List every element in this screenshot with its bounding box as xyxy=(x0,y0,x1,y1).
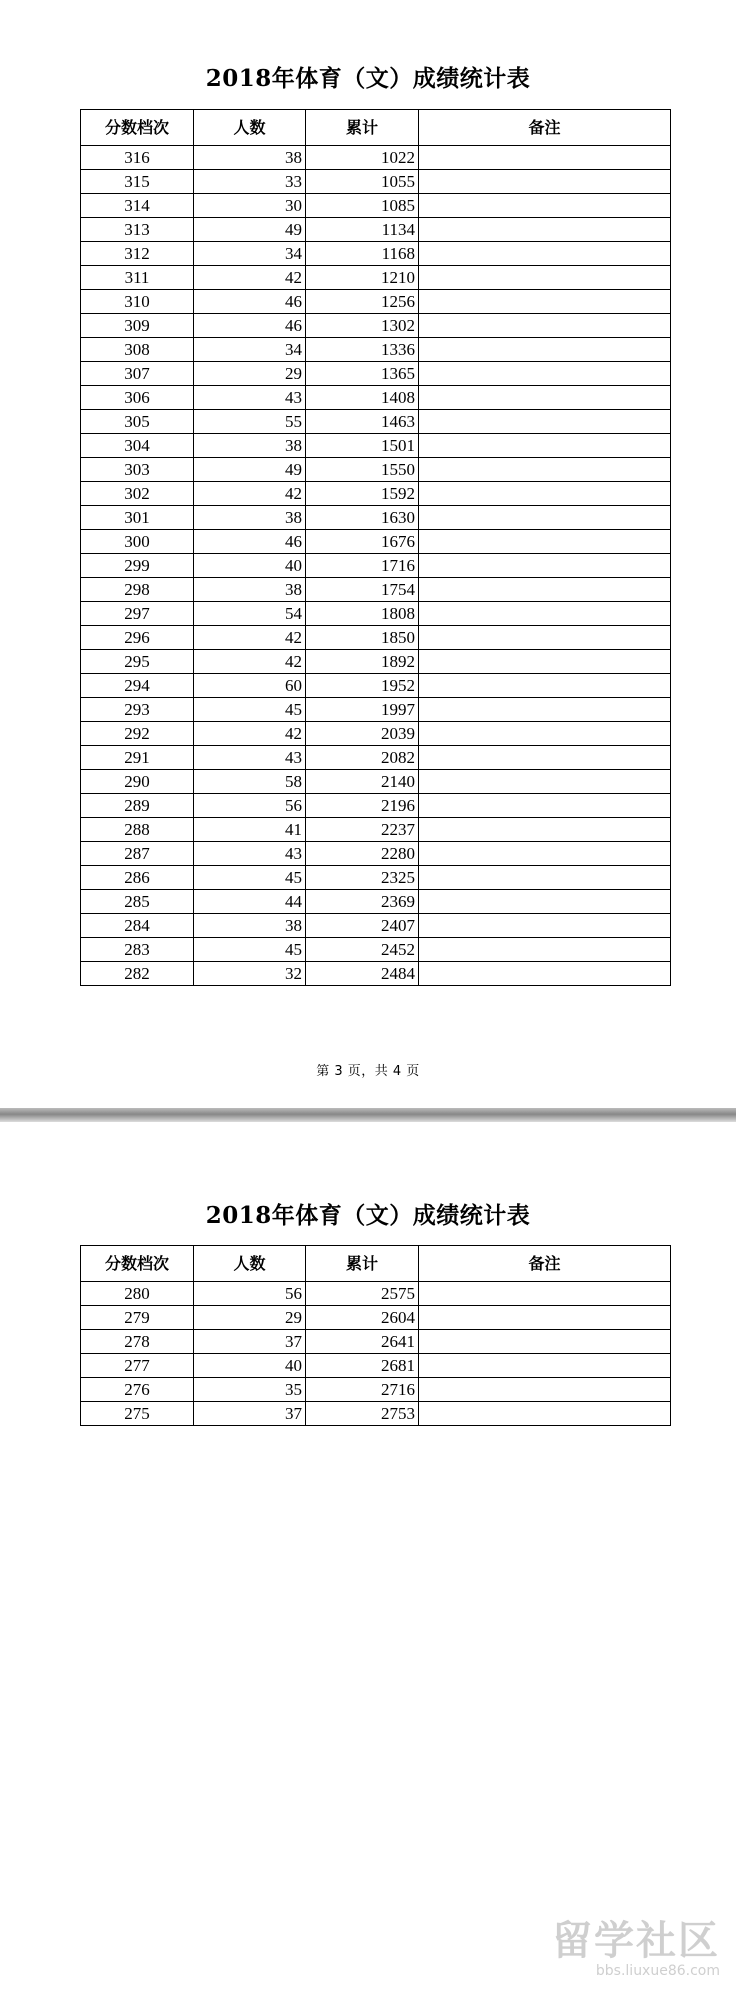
cumulative-cell: 1630 xyxy=(306,506,419,530)
count-cell: 43 xyxy=(194,746,306,770)
cumulative-cell: 2280 xyxy=(306,842,419,866)
remarks-cell xyxy=(419,746,671,770)
count-cell: 49 xyxy=(194,458,306,482)
remarks-cell xyxy=(419,842,671,866)
table-row xyxy=(81,146,671,170)
score-cell: 305 xyxy=(81,410,194,434)
score-cell: 286 xyxy=(81,866,194,890)
score-cell: 275 xyxy=(81,1402,194,1426)
remarks-cell xyxy=(419,410,671,434)
remarks-cell xyxy=(419,1306,671,1330)
cumulative-cell: 1952 xyxy=(306,674,419,698)
count-cell: 35 xyxy=(194,1378,306,1402)
watermark-text: 留学社区 xyxy=(552,1918,720,1964)
count-cell: 42 xyxy=(194,266,306,290)
watermark-logo xyxy=(552,1919,720,1979)
count-cell: 42 xyxy=(194,722,306,746)
cumulative-cell: 2575 xyxy=(306,1282,419,1306)
score-cell: 280 xyxy=(81,1282,194,1306)
remarks-cell xyxy=(419,794,671,818)
table-row xyxy=(81,1282,671,1306)
score-cell: 299 xyxy=(81,554,194,578)
score-cell: 316 xyxy=(81,146,194,170)
score-cell: 291 xyxy=(81,746,194,770)
remarks-cell xyxy=(419,290,671,314)
score-table xyxy=(80,109,671,986)
cumulative-cell: 2407 xyxy=(306,914,419,938)
remarks-cell xyxy=(419,770,671,794)
remarks-cell xyxy=(419,1282,671,1306)
remarks-cell xyxy=(419,458,671,482)
count-cell: 29 xyxy=(194,362,306,386)
score-cell: 297 xyxy=(81,602,194,626)
remarks-cell xyxy=(419,962,671,986)
table-row xyxy=(81,818,671,842)
score-cell: 306 xyxy=(81,386,194,410)
table-row xyxy=(81,578,671,602)
remarks-cell xyxy=(419,1378,671,1402)
score-cell: 284 xyxy=(81,914,194,938)
score-cell: 315 xyxy=(81,170,194,194)
count-cell: 46 xyxy=(194,290,306,314)
cumulative-cell: 2641 xyxy=(306,1330,419,1354)
table-row xyxy=(81,314,671,338)
header-remarks: 备注 xyxy=(419,110,671,146)
cumulative-cell: 1408 xyxy=(306,386,419,410)
remarks-cell xyxy=(419,170,671,194)
cumulative-cell: 2325 xyxy=(306,866,419,890)
table-row xyxy=(81,338,671,362)
remarks-cell xyxy=(419,530,671,554)
remarks-cell xyxy=(419,1402,671,1426)
cumulative-cell: 1850 xyxy=(306,626,419,650)
score-cell: 309 xyxy=(81,314,194,338)
remarks-cell xyxy=(419,698,671,722)
remarks-cell xyxy=(419,218,671,242)
remarks-cell xyxy=(419,938,671,962)
remarks-cell xyxy=(419,554,671,578)
score-cell: 296 xyxy=(81,626,194,650)
count-cell: 40 xyxy=(194,1354,306,1378)
remarks-cell xyxy=(419,266,671,290)
score-cell: 308 xyxy=(81,338,194,362)
count-cell: 34 xyxy=(194,242,306,266)
cumulative-cell: 1997 xyxy=(306,698,419,722)
score-cell: 289 xyxy=(81,794,194,818)
cumulative-cell: 2237 xyxy=(306,818,419,842)
cumulative-cell: 1302 xyxy=(306,314,419,338)
remarks-cell xyxy=(419,242,671,266)
count-cell: 44 xyxy=(194,890,306,914)
count-cell: 33 xyxy=(194,170,306,194)
table-body xyxy=(81,1282,671,1426)
count-cell: 45 xyxy=(194,866,306,890)
remarks-cell xyxy=(419,338,671,362)
score-cell: 295 xyxy=(81,650,194,674)
table-row xyxy=(81,218,671,242)
remarks-cell xyxy=(419,674,671,698)
cumulative-cell: 1501 xyxy=(306,434,419,458)
table-row xyxy=(81,194,671,218)
count-cell: 40 xyxy=(194,554,306,578)
score-cell: 314 xyxy=(81,194,194,218)
score-cell: 302 xyxy=(81,482,194,506)
header-score-band: 分数档次 xyxy=(81,1246,194,1282)
count-cell: 42 xyxy=(194,626,306,650)
cumulative-cell: 1256 xyxy=(306,290,419,314)
table-row xyxy=(81,362,671,386)
count-cell: 37 xyxy=(194,1330,306,1354)
cumulative-cell: 1592 xyxy=(306,482,419,506)
cumulative-cell: 1754 xyxy=(306,578,419,602)
remarks-cell xyxy=(419,506,671,530)
count-cell: 38 xyxy=(194,434,306,458)
header-cumulative: 累计 xyxy=(306,110,419,146)
score-cell: 279 xyxy=(81,1306,194,1330)
cumulative-cell: 2369 xyxy=(306,890,419,914)
cumulative-cell: 1892 xyxy=(306,650,419,674)
cumulative-cell: 2604 xyxy=(306,1306,419,1330)
header-score-band: 分数档次 xyxy=(81,110,194,146)
remarks-cell xyxy=(419,1354,671,1378)
count-cell: 56 xyxy=(194,1282,306,1306)
page-title: 2018年体育（文）成绩统计表 xyxy=(205,1202,531,1229)
page-divider xyxy=(0,1108,736,1122)
score-cell: 294 xyxy=(81,674,194,698)
remarks-cell xyxy=(419,146,671,170)
header-count: 人数 xyxy=(194,110,306,146)
cumulative-cell: 1716 xyxy=(306,554,419,578)
remarks-cell xyxy=(419,722,671,746)
table-row xyxy=(81,722,671,746)
count-cell: 38 xyxy=(194,506,306,530)
count-cell: 46 xyxy=(194,314,306,338)
score-cell: 298 xyxy=(81,578,194,602)
score-cell: 278 xyxy=(81,1330,194,1354)
score-cell: 276 xyxy=(81,1378,194,1402)
remarks-cell xyxy=(419,914,671,938)
count-cell: 60 xyxy=(194,674,306,698)
table-row xyxy=(81,242,671,266)
remarks-cell xyxy=(419,650,671,674)
remarks-cell xyxy=(419,602,671,626)
cumulative-cell: 1134 xyxy=(306,218,419,242)
count-cell: 45 xyxy=(194,938,306,962)
table-row xyxy=(81,482,671,506)
table-row xyxy=(81,794,671,818)
table-row xyxy=(81,866,671,890)
header-cumulative: 累计 xyxy=(306,1246,419,1282)
cumulative-cell: 1808 xyxy=(306,602,419,626)
cumulative-cell: 2196 xyxy=(306,794,419,818)
page-number: 第 3 页，共 4 页 xyxy=(316,1064,420,1079)
cumulative-cell: 1055 xyxy=(306,170,419,194)
cumulative-cell: 1210 xyxy=(306,266,419,290)
count-cell: 41 xyxy=(194,818,306,842)
table-row xyxy=(81,890,671,914)
cumulative-cell: 2039 xyxy=(306,722,419,746)
table-row xyxy=(81,602,671,626)
score-cell: 292 xyxy=(81,722,194,746)
page-title: 2018年体育（文）成绩统计表 xyxy=(205,65,531,92)
table-row xyxy=(81,1330,671,1354)
count-cell: 58 xyxy=(194,770,306,794)
remarks-cell xyxy=(419,434,671,458)
table-row xyxy=(81,290,671,314)
table-row xyxy=(81,434,671,458)
score-cell: 287 xyxy=(81,842,194,866)
table-row xyxy=(81,914,671,938)
watermark-url: bbs.liuxue86.com xyxy=(595,1963,720,1979)
table-row xyxy=(81,938,671,962)
score-cell: 282 xyxy=(81,962,194,986)
count-cell: 38 xyxy=(194,914,306,938)
remarks-cell xyxy=(419,386,671,410)
cumulative-cell: 1022 xyxy=(306,146,419,170)
score-cell: 310 xyxy=(81,290,194,314)
score-table xyxy=(80,1245,671,1426)
count-cell: 29 xyxy=(194,1306,306,1330)
cumulative-cell: 1085 xyxy=(306,194,419,218)
count-cell: 34 xyxy=(194,338,306,362)
header-row xyxy=(81,110,671,146)
count-cell: 30 xyxy=(194,194,306,218)
score-cell: 283 xyxy=(81,938,194,962)
count-cell: 45 xyxy=(194,698,306,722)
cumulative-cell: 2140 xyxy=(306,770,419,794)
count-cell: 42 xyxy=(194,482,306,506)
cumulative-cell: 2452 xyxy=(306,938,419,962)
header-row xyxy=(81,1246,671,1282)
count-cell: 43 xyxy=(194,842,306,866)
score-cell: 301 xyxy=(81,506,194,530)
table-row xyxy=(81,386,671,410)
count-cell: 37 xyxy=(194,1402,306,1426)
count-cell: 32 xyxy=(194,962,306,986)
table-row xyxy=(81,554,671,578)
cumulative-cell: 1550 xyxy=(306,458,419,482)
count-cell: 56 xyxy=(194,794,306,818)
table-row xyxy=(81,1306,671,1330)
remarks-cell xyxy=(419,818,671,842)
score-cell: 288 xyxy=(81,818,194,842)
count-cell: 42 xyxy=(194,650,306,674)
table-row xyxy=(81,266,671,290)
cumulative-cell: 1168 xyxy=(306,242,419,266)
remarks-cell xyxy=(419,866,671,890)
cumulative-cell: 2681 xyxy=(306,1354,419,1378)
score-cell: 285 xyxy=(81,890,194,914)
remarks-cell xyxy=(419,578,671,602)
table-row xyxy=(81,1402,671,1426)
table-row xyxy=(81,506,671,530)
count-cell: 54 xyxy=(194,602,306,626)
count-cell: 38 xyxy=(194,578,306,602)
table-row xyxy=(81,410,671,434)
count-cell: 46 xyxy=(194,530,306,554)
table-body xyxy=(81,146,671,986)
cumulative-cell: 2082 xyxy=(306,746,419,770)
header-remarks: 备注 xyxy=(419,1246,671,1282)
score-cell: 300 xyxy=(81,530,194,554)
score-cell: 290 xyxy=(81,770,194,794)
table-row xyxy=(81,458,671,482)
cumulative-cell: 1336 xyxy=(306,338,419,362)
score-cell: 303 xyxy=(81,458,194,482)
score-cell: 304 xyxy=(81,434,194,458)
remarks-cell xyxy=(419,482,671,506)
score-cell: 313 xyxy=(81,218,194,242)
table-row xyxy=(81,650,671,674)
header-count: 人数 xyxy=(194,1246,306,1282)
remarks-cell xyxy=(419,1330,671,1354)
table-row xyxy=(81,770,671,794)
table-row xyxy=(81,170,671,194)
count-cell: 49 xyxy=(194,218,306,242)
cumulative-cell: 2484 xyxy=(306,962,419,986)
score-cell: 307 xyxy=(81,362,194,386)
remarks-cell xyxy=(419,194,671,218)
table-row xyxy=(81,962,671,986)
score-cell: 293 xyxy=(81,698,194,722)
table-row xyxy=(81,1354,671,1378)
count-cell: 43 xyxy=(194,386,306,410)
cumulative-cell: 1365 xyxy=(306,362,419,386)
remarks-cell xyxy=(419,362,671,386)
count-cell: 38 xyxy=(194,146,306,170)
cumulative-cell: 1676 xyxy=(306,530,419,554)
score-cell: 312 xyxy=(81,242,194,266)
remarks-cell xyxy=(419,314,671,338)
table-row xyxy=(81,842,671,866)
remarks-cell xyxy=(419,890,671,914)
cumulative-cell: 2753 xyxy=(306,1402,419,1426)
score-cell: 277 xyxy=(81,1354,194,1378)
table-row xyxy=(81,626,671,650)
table-row xyxy=(81,674,671,698)
score-cell: 311 xyxy=(81,266,194,290)
cumulative-cell: 1463 xyxy=(306,410,419,434)
cumulative-cell: 2716 xyxy=(306,1378,419,1402)
table-row xyxy=(81,1378,671,1402)
table-row xyxy=(81,698,671,722)
remarks-cell xyxy=(419,626,671,650)
table-row xyxy=(81,746,671,770)
count-cell: 55 xyxy=(194,410,306,434)
table-row xyxy=(81,530,671,554)
